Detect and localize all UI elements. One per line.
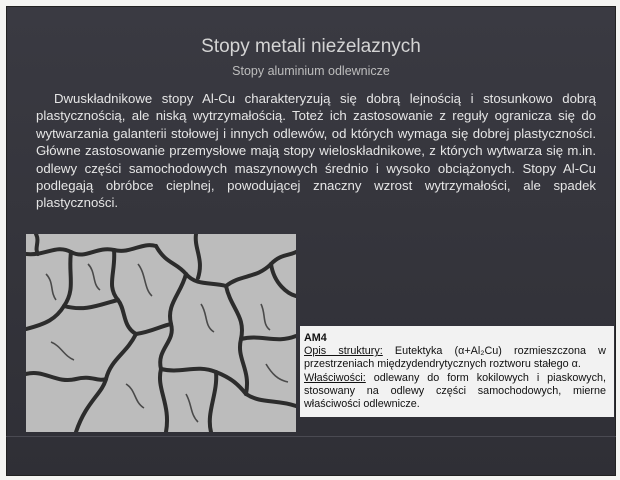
micrograph-image (26, 234, 296, 432)
properties-label: Właściwości: (304, 371, 366, 384)
micrograph-svg (26, 234, 296, 432)
bottom-divider (6, 436, 616, 437)
structure-text: Eutektyka (α+Al₂Cu) rozmieszczona w przestrzeniach międzydendrytycznych roztworu stałego α. (304, 345, 606, 371)
slide-subtitle: Stopy aluminium odlewnicze (232, 64, 390, 78)
slide (6, 6, 616, 476)
sample-code: AM4 (304, 332, 327, 344)
description-paragraph: Dwuskładnikowe stopy Al-Cu charakteryzują się dobrą lejnością i stosunkowo dobrą plastycznością, ale niską wytrzymałością. Toteż ich zastosowanie z reguły ogranicza się do wytwarzania galanterii stołowej i innych odlewów, od których wymaga się dobrej plastyczności. Główne zastosowanie przemysłowe mają stopy wieloskładnikowe, z których wytwarza się m.in. odlewy części samochodowych maszynowych średnio i wysoko obciążonych. Stopy Al-Cu podlegają obróbce cieplnej, powodującej znaczny wzrost wytrzymałości, ale spadek plastyczności. (36, 91, 596, 211)
structure-label: Opis struktury: (304, 345, 383, 358)
slide-title: Stopy metali nieżelaznych (201, 36, 421, 57)
properties-text: odlewany do form kokilowych i piaskowych, stosowany na odlewy części samochodowych, mierne właściwości odlewnicze. (304, 371, 606, 411)
sample-info-box (300, 326, 614, 417)
